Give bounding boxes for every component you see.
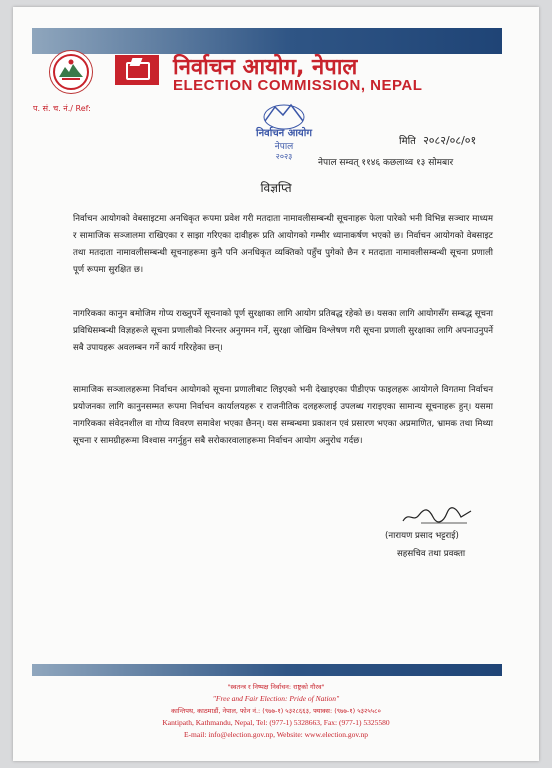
date-label: मिति [399,136,416,147]
footer-motto-english: "Free and Fair Election: Pride of Nation" [212,694,340,703]
footer-address-english: Kantipath, Kathmandu, Nepal, Tel: (977-1) 5328663, Fax: (977-1) 5325580 [162,718,390,727]
nepal-emblem-icon [49,50,93,94]
paragraph-1: निर्वाचन आयोगको वेबसाइटमा अनधिकृत रूपमा प्रवेश गरी मतदाता नामावलीसम्बन्धी सूचनाहरू फेला पारेको भनी विभिन्न सञ्चार माध्यम र सामाजिक सञ्जालमा राखिएका र साझा गरिएका दावीहरू प्रति आयोगको गम्भीर ध्यानाकर्षण भएको छ। निर्वाचन आयोगको वेबसाइट तथा मतदाता नामावलीसम्बन्धी सूचनाहरूमा कुनै पनि अनधिकृत व्यक्तिको पहुँच पुगेको छैन र मतदाता नामावलीसम्बन्धी सूचना प्रणाली पूर्ण रूपमा सुरक्षित छ। [73,214,493,275]
stamp-line-3: २०२३ [275,152,293,161]
stamp-line-2: नेपाल [274,142,294,152]
stamp-line-1: निर्वाचन आयोग [256,128,312,139]
official-stamp [251,99,317,165]
commission-title-nepali: निर्वाचन आयोग, नेपाल [173,55,358,80]
signatory-designation: सहसचिव तथा प्रवक्ता [397,549,466,559]
footer-contact: E-mail: info@election.gov.np, Website: www.election.gov.np [183,730,369,739]
notice-heading: विज्ञप्ति [260,181,292,195]
paragraph-2: नागरिकका कानुन बमोजिम गोप्य राख्नुपर्ने सूचनाको पूर्ण सुरक्षाका लागि आयोग प्रतिबद्ध रहेको छ। यसका लागि आयोगसँग सम्बद्ध सूचना प्रविधिसम्बन्धी विज्ञहरूले सूचना प्रणालीको निरन्तर अनुगमन गर्ने, सुरक्षा जोखिम विश्लेषण गरी सूचना प्रणाली सुरक्षाका लागि अपनाउनुपर्ने सबै उपायहरू अवलम्बन गर्ने कार्य गरिरहेका छन्। [73,309,493,353]
nepal-samvat-date: नेपाल सम्वत् ११४६ कछलाथ्व १३ सोमबार [318,158,454,168]
footer-bar [32,664,502,676]
letter-page [13,7,539,761]
paragraph-3: सामाजिक सञ्जालहरूमा निर्वाचन आयोगको सूचना प्रणालीबाट लिइएको भनी देखाइएका पीडीएफ फाइलहरू आयोगले विगतमा निर्वाचन प्रयोजनका लागि कानुनसम्मत रूपमा निर्वाचन कार्यालयहरू र राजनीतिक दलहरूलाई उपलब्ध गराइएका सामान्य सूचनाहरू हुन्। यसमा नागरिकका संवेदनशील वा गोप्य विवरण समावेश भएका छैनन्। यस सम्बन्धमा प्रकाशन एवं प्रसारण भएका अप्रमाणित, भ्रामक तथा मिथ्या सूचना र सामग्रीहरूमा विश्वास नगर्नुहुन सबै सरोकारवालाहरूमा निर्वाचन आयोग अनुरोध गर्दछ। [73,385,493,446]
date-line [399,133,476,148]
date-value: २०८२/०८/०१ [423,134,477,147]
footer-motto-nepali: "स्वतन्त्र र निष्पक्ष निर्वाचन: राष्ट्रको गौरव" [227,683,325,691]
signature-icon [401,505,475,527]
footer-address-nepali: कान्तिपथ, काठमाडौं, नेपाल, फोन नं.: (९७७-१) ५३२८६६३, फ्याक्स: (९७७-१) ५३२५५८० [171,707,381,715]
reference-label: प. सं. च. नं./ Ref: [33,104,91,113]
signatory-name: (नारायण प्रसाद भट्टराई) [385,531,459,541]
commission-title-english: ELECTION COMMISSION, NEPAL [173,77,423,94]
ballot-box-logo-icon [115,55,159,85]
